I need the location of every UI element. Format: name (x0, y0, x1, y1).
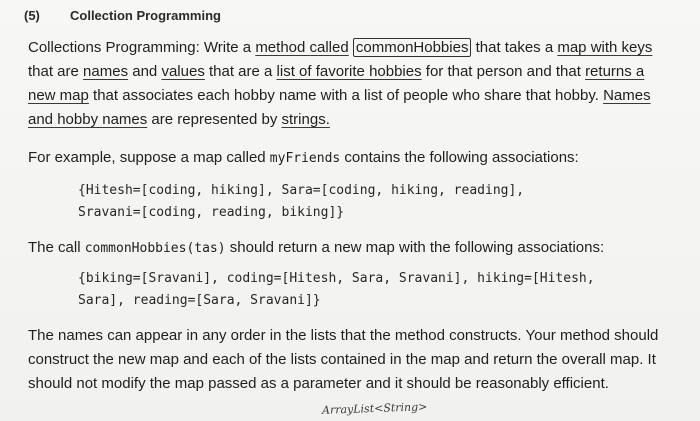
underlined-text: values (161, 63, 205, 80)
statement-text: that are a (204, 63, 277, 80)
inline-code: commonHobbies(tas) (84, 241, 226, 256)
statement-text: for that person and that (421, 63, 586, 80)
example-input-map (78, 180, 678, 224)
example-intro (28, 146, 668, 171)
problem-header (24, 8, 221, 23)
example-text: For example, suppose a map called (28, 149, 270, 166)
handwritten-note: ArrayList<String> (321, 400, 428, 417)
inline-code: myFriends (269, 151, 341, 166)
underlined-text: Names and hobby names (28, 87, 651, 128)
problem-title: Collection Programming (70, 8, 221, 23)
statement-text: are represented by (147, 111, 282, 128)
example-output-map (78, 268, 678, 312)
code-line: Sara], reading=[Sara, Sravani]} (78, 293, 321, 308)
call-text: should return a new map with the following associations: (225, 239, 605, 256)
code-line: {Hitesh=[coding, hiking], Sara=[coding, hiking, reading], (78, 183, 525, 198)
code-line: Sravani=[coding, reading, biking]} (78, 205, 345, 220)
underlined-text: strings. (281, 111, 330, 128)
underlined-text: list of favorite hobbies (276, 63, 422, 80)
problem-number: (5) (24, 8, 40, 23)
statement-text: that takes a (471, 39, 558, 56)
statement-text: that associates each hobby name with a list of people who share that hobby. (88, 87, 604, 104)
problem-statement (28, 36, 668, 132)
statement-text: Collections Programming: Write a (28, 39, 256, 56)
boxed-method-name: commonHobbies (353, 38, 472, 57)
call-description (28, 236, 668, 261)
statement-text: and (128, 63, 162, 80)
underlined-text: names (83, 63, 129, 80)
underlined-text: method called (255, 39, 349, 56)
call-text: The call (28, 239, 85, 256)
underlined-text: map with keys (557, 39, 653, 56)
example-text: contains the following associations: (340, 149, 579, 166)
requirements-paragraph: The names can appear in any order in the lists that the method constructs. Your method should construct the new map and each of the lists contained in the map and return the overall map. It should not modify the map passed as a parameter and it should be reasonably efficient. (28, 327, 659, 392)
code-line: {biking=[Sravani], coding=[Hitesh, Sara, Sravani], hiking=[Hitesh, (78, 271, 595, 286)
statement-text: that are (28, 63, 84, 80)
underlined-text: returns a new map (28, 63, 645, 104)
